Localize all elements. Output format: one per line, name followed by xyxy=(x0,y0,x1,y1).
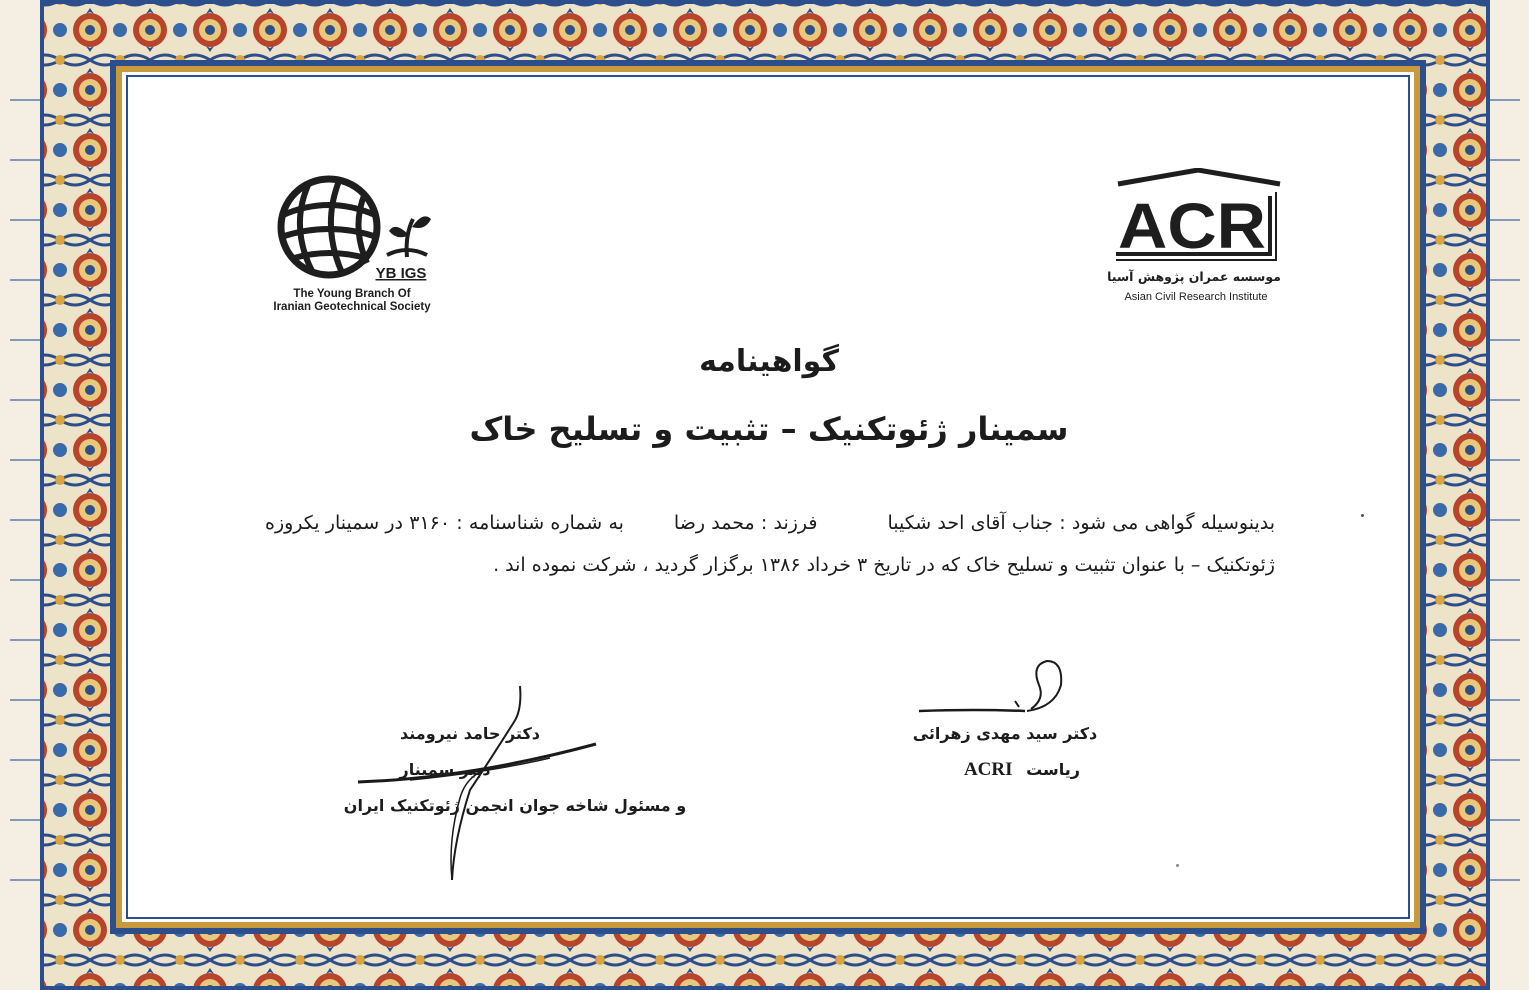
ybigs-logo xyxy=(247,175,457,315)
signatory-left-role: دبیر سمینار xyxy=(399,760,491,779)
body-seminar-details: در سمینار یکروزه ژئوتکنیک – با عنوان تثبیت و تسلیح خاک که در تاریخ ۳ خرداد ۱۳۸۶ برگزار گردید ، شرکت نموده اند . xyxy=(265,512,1275,576)
globe-icon xyxy=(281,179,377,275)
ink-dot xyxy=(1361,514,1364,517)
signatory-right-role: ریاست xyxy=(1026,760,1080,779)
certificate-subtitle: سمینار ژئوتکنیک – تثبیت و تسلیح خاک xyxy=(469,410,1069,448)
acr-persian-name: موسسه عمران پژوهش آسیا xyxy=(1108,269,1281,284)
certificate-title: گواهینامه xyxy=(699,344,839,379)
acr-logo xyxy=(1108,168,1288,308)
signatory-right-org: ACRI xyxy=(963,759,1013,780)
certificate-body xyxy=(265,502,1275,586)
ybigs-badge: YB IGS xyxy=(375,265,427,282)
body-father-name: فرزند : محمد رضا xyxy=(673,512,818,534)
sprout-icon xyxy=(387,216,431,257)
signatory-right-name: دکتر سید مهدی زهرائی xyxy=(912,724,1098,743)
body-recipient: بدینوسیله گواهی می شود : جناب آقای احد شکیبا xyxy=(887,512,1276,534)
body-id-number: به شماره شناسنامه : ۳۱۶۰ xyxy=(409,512,624,534)
signatory-left-name: دکتر حامد نیرومند xyxy=(400,724,540,743)
signature-right xyxy=(900,716,1110,788)
ybigs-caption-line2: Iranian Geotechnical Society xyxy=(273,301,431,313)
ybigs-caption-line1: The Young Branch Of xyxy=(293,288,411,300)
roof-icon xyxy=(1118,170,1280,184)
acr-english-name: Asian Civil Research Institute xyxy=(1124,291,1268,303)
signature-left xyxy=(330,716,700,824)
ink-dot xyxy=(1176,864,1179,867)
signature-scribble-right xyxy=(915,655,1075,725)
signatory-left-org: و مسئول شاخه جوان انجمن ژئوتکنیک ایران xyxy=(343,796,687,815)
acr-mark: ACR xyxy=(1118,190,1266,262)
